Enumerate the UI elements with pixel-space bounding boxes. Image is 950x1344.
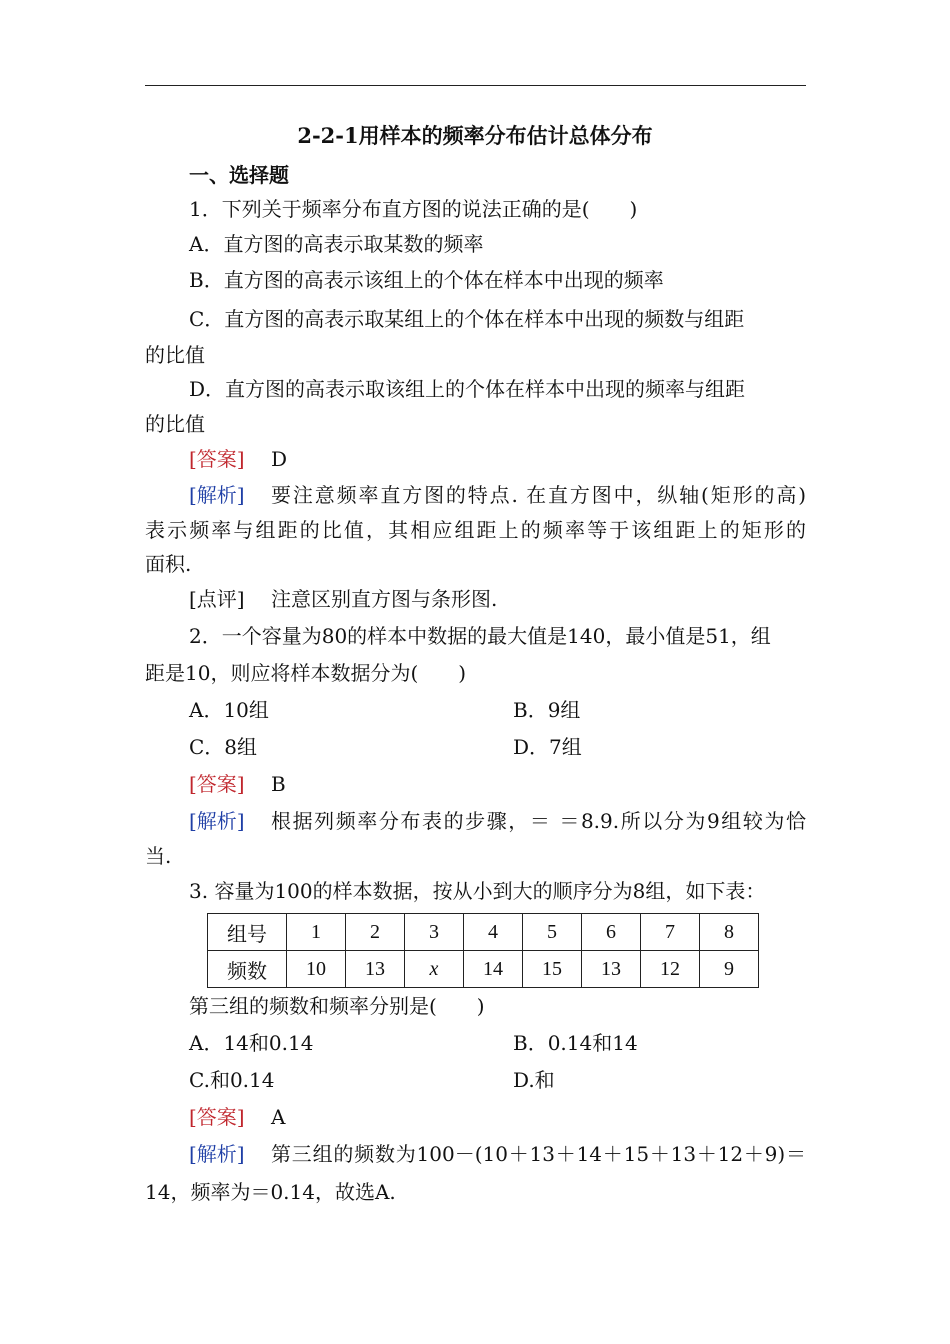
table-cell: 9 — [700, 951, 759, 988]
table-row — [208, 914, 759, 951]
q1-analysis-tag: [解析] — [189, 483, 245, 507]
q3-option-d: D.和 — [513, 1068, 555, 1092]
q3-analysis-line2: 14，频率为＝0.14，故选A. — [145, 1180, 396, 1204]
q1-option-d-cont: 的比值 — [145, 412, 205, 436]
table-cell: 10 — [287, 951, 346, 988]
q1-analysis-line3: 面积. — [145, 552, 192, 576]
q1-analysis-line1: 要注意频率直方图的特点. 在直方图中，纵轴(矩形的高) — [271, 483, 806, 507]
q2-analysis-tag: [解析] — [189, 809, 245, 833]
table-cell: 5 — [523, 914, 582, 951]
q1-answer-tag: [答案] — [189, 447, 245, 471]
table-cell: 14 — [464, 951, 523, 988]
table-cell: 13 — [346, 951, 405, 988]
q3-option-c: C.和0.14 — [189, 1068, 275, 1092]
q2-analysis-line1: 根据列频率分布表的步骤，＝ ＝8.9.所以分为9组较为恰 — [271, 809, 806, 833]
q1-option-c-cont: 的比值 — [145, 343, 205, 367]
q1-analysis-line2: 表示频率与组距的比值，其相应组距上的频率等于该组距上的矩形的 — [145, 518, 806, 542]
q3-stem: 3. 容量为100的样本数据，按从小到大的顺序分为8组，如下表： — [189, 879, 766, 903]
q3-answer-tag: [答案] — [189, 1105, 245, 1129]
table-cell: 3 — [405, 914, 464, 951]
q3-analysis-tag: [解析] — [189, 1142, 245, 1166]
q2-stem: 2．一个容量为80的样本中数据的最大值是140，最小值是51，组 — [189, 624, 771, 648]
q3-option-a: A．14和0.14 — [189, 1031, 314, 1055]
table-row-label: 频数 — [208, 951, 287, 988]
q1-option-c: C．直方图的高表示取某组上的个体在样本中出现的频数与组距 — [189, 307, 745, 331]
q3-option-b: B．0.14和14 — [513, 1031, 638, 1055]
q1-answer: D — [271, 447, 288, 471]
q1-stem: 1．下列关于频率分布直方图的说法正确的是( ) — [189, 197, 638, 221]
q1-option-a: A．直方图的高表示取某数的频率 — [189, 232, 484, 256]
q2-option-c: C．8组 — [189, 735, 258, 759]
q2-answer: B — [271, 772, 286, 796]
table-cell: 13 — [582, 951, 641, 988]
table-cell: 15 — [523, 951, 582, 988]
section-heading: 一、选择题 — [189, 163, 289, 187]
q2-option-d: D．7组 — [513, 735, 582, 759]
table-cell: 1 — [287, 914, 346, 951]
q2-stem-cont: 距是10，则应将样本数据分为( ) — [145, 661, 467, 685]
q2-answer-tag: [答案] — [189, 772, 245, 796]
table-cell: 12 — [641, 951, 700, 988]
q1-option-b: B．直方图的高表示该组上的个体在样本中出现的频率 — [189, 268, 664, 292]
table-cell: 4 — [464, 914, 523, 951]
q3-analysis-line1: 第三组的频数为100－(10＋13＋14＋15＋13＋12＋9)＝ — [271, 1142, 806, 1166]
table-cell: 6 — [582, 914, 641, 951]
q1-option-d: D．直方图的高表示取该组上的个体在样本中出现的频率与组距 — [189, 377, 746, 401]
table-cell: 7 — [641, 914, 700, 951]
q2-option-b: B．9组 — [513, 698, 581, 722]
table-row — [208, 951, 759, 988]
q3-question: 第三组的频数和频率分别是( ) — [189, 994, 485, 1018]
q1-comment-tag: [点评] — [189, 587, 245, 611]
q2-analysis-line2: 当. — [145, 844, 172, 868]
table-cell: 8 — [700, 914, 759, 951]
table-cell-unknown: x — [405, 951, 464, 988]
q2-option-a: A．10组 — [189, 698, 269, 722]
frequency-table — [207, 913, 759, 988]
header-rule — [145, 85, 806, 86]
table-row-label: 组号 — [208, 914, 287, 951]
q3-answer: A — [271, 1105, 286, 1129]
table-cell: 2 — [346, 914, 405, 951]
page-title: 2-2-1用样本的频率分布估计总体分布 — [297, 123, 653, 148]
q1-comment: 注意区别直方图与条形图. — [271, 587, 498, 611]
